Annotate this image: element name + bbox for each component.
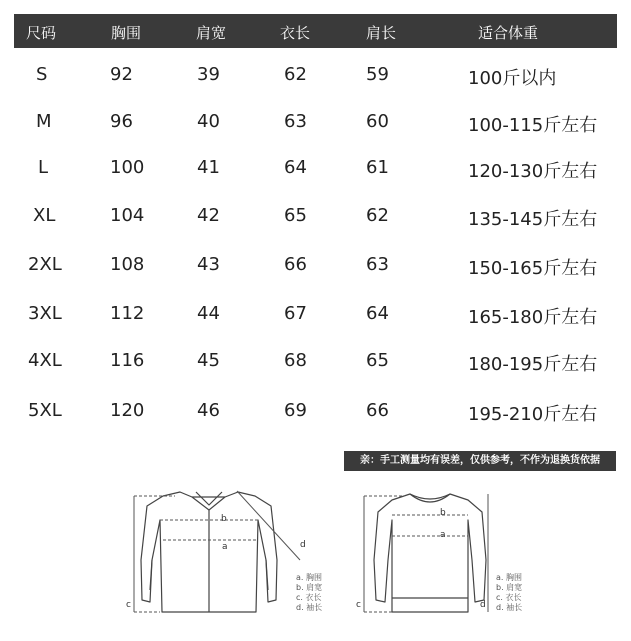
dim-label-b: b bbox=[440, 508, 446, 518]
cell-weight: 120-130斤左右 bbox=[468, 161, 598, 182]
cell-chest: 100 bbox=[110, 157, 145, 178]
cell-sleeve: 62 bbox=[366, 205, 389, 226]
cell-sleeve: 66 bbox=[366, 400, 389, 421]
cell-size: L bbox=[38, 157, 49, 178]
cell-chest: 92 bbox=[110, 64, 133, 85]
cell-sleeve: 65 bbox=[366, 350, 389, 371]
cell-chest: 108 bbox=[110, 254, 145, 275]
cell-shoulder: 45 bbox=[197, 350, 220, 371]
cell-weight: 165-180斤左右 bbox=[468, 307, 598, 328]
cell-weight: 150-165斤左右 bbox=[468, 258, 598, 279]
legend-item: c. 衣长 bbox=[496, 593, 522, 602]
cell-size: S bbox=[36, 64, 48, 85]
cell-shoulder: 43 bbox=[197, 254, 220, 275]
cell-weight: 100斤以内 bbox=[468, 68, 557, 89]
cell-size: 5XL bbox=[28, 400, 62, 421]
cell-chest: 104 bbox=[110, 205, 145, 226]
legend-item: d. 袖长 bbox=[296, 603, 323, 612]
dim-label-d: d bbox=[480, 600, 486, 610]
cell-length: 62 bbox=[284, 64, 307, 85]
cell-chest: 112 bbox=[110, 303, 145, 324]
dim-label-c: c bbox=[126, 600, 131, 610]
legend-item: a. 胸围 bbox=[296, 573, 322, 582]
legend-item: b. 肩宽 bbox=[296, 583, 323, 592]
cell-shoulder: 40 bbox=[197, 111, 220, 132]
cell-length: 66 bbox=[284, 254, 307, 275]
cell-shoulder: 44 bbox=[197, 303, 220, 324]
legend-item: d. 袖长 bbox=[496, 603, 523, 612]
cell-chest: 116 bbox=[110, 350, 145, 371]
cell-shoulder: 42 bbox=[197, 205, 220, 226]
shirt-diagram bbox=[141, 492, 277, 612]
cell-sleeve: 64 bbox=[366, 303, 389, 324]
header-length: 衣长 bbox=[280, 24, 311, 42]
header-shoulder-width: 肩宽 bbox=[196, 24, 227, 42]
cell-size: 2XL bbox=[28, 254, 62, 275]
legend-item: c. 衣长 bbox=[296, 593, 322, 602]
header-chest: 胸围 bbox=[111, 24, 142, 42]
dim-label-a: a bbox=[440, 530, 446, 540]
cell-size: M bbox=[36, 111, 52, 132]
cell-shoulder: 41 bbox=[197, 157, 220, 178]
dim-label-a: a bbox=[222, 542, 228, 552]
cell-shoulder: 39 bbox=[197, 64, 220, 85]
cell-size: 4XL bbox=[28, 350, 62, 371]
dim-label-b: b bbox=[221, 514, 227, 524]
cell-length: 68 bbox=[284, 350, 307, 371]
shirt-legend bbox=[296, 573, 322, 613]
cell-length: 69 bbox=[284, 400, 307, 421]
cell-length: 65 bbox=[284, 205, 307, 226]
header-sleeve-length: 肩长 bbox=[366, 24, 397, 42]
cell-size: 3XL bbox=[28, 303, 62, 324]
cell-sleeve: 63 bbox=[366, 254, 389, 275]
cell-weight: 180-195斤左右 bbox=[468, 354, 598, 375]
sweater-legend bbox=[496, 573, 522, 613]
legend-item: b. 肩宽 bbox=[496, 583, 523, 592]
header-weight: 适合体重 bbox=[478, 24, 539, 42]
cell-length: 64 bbox=[284, 157, 307, 178]
legend-item: a. 胸围 bbox=[496, 573, 522, 582]
cell-sleeve: 60 bbox=[366, 111, 389, 132]
cell-size: XL bbox=[33, 205, 56, 226]
cell-sleeve: 61 bbox=[366, 157, 389, 178]
dim-label-d: d bbox=[300, 540, 306, 550]
dim-label-c: c bbox=[356, 600, 361, 610]
cell-chest: 120 bbox=[110, 400, 145, 421]
cell-weight: 195-210斤左右 bbox=[468, 404, 598, 425]
cell-length: 63 bbox=[284, 111, 307, 132]
cell-weight: 135-145斤左右 bbox=[468, 209, 598, 230]
cell-weight: 100-115斤左右 bbox=[468, 115, 598, 136]
cell-sleeve: 59 bbox=[366, 64, 389, 85]
sweater-diagram bbox=[374, 494, 486, 612]
measurement-note: 亲：手工测量均有误差，仅供参考，不作为退换货依据 bbox=[344, 451, 616, 471]
cell-shoulder: 46 bbox=[197, 400, 220, 421]
cell-chest: 96 bbox=[110, 111, 133, 132]
cell-length: 67 bbox=[284, 303, 307, 324]
header-size: 尺码 bbox=[26, 24, 57, 42]
